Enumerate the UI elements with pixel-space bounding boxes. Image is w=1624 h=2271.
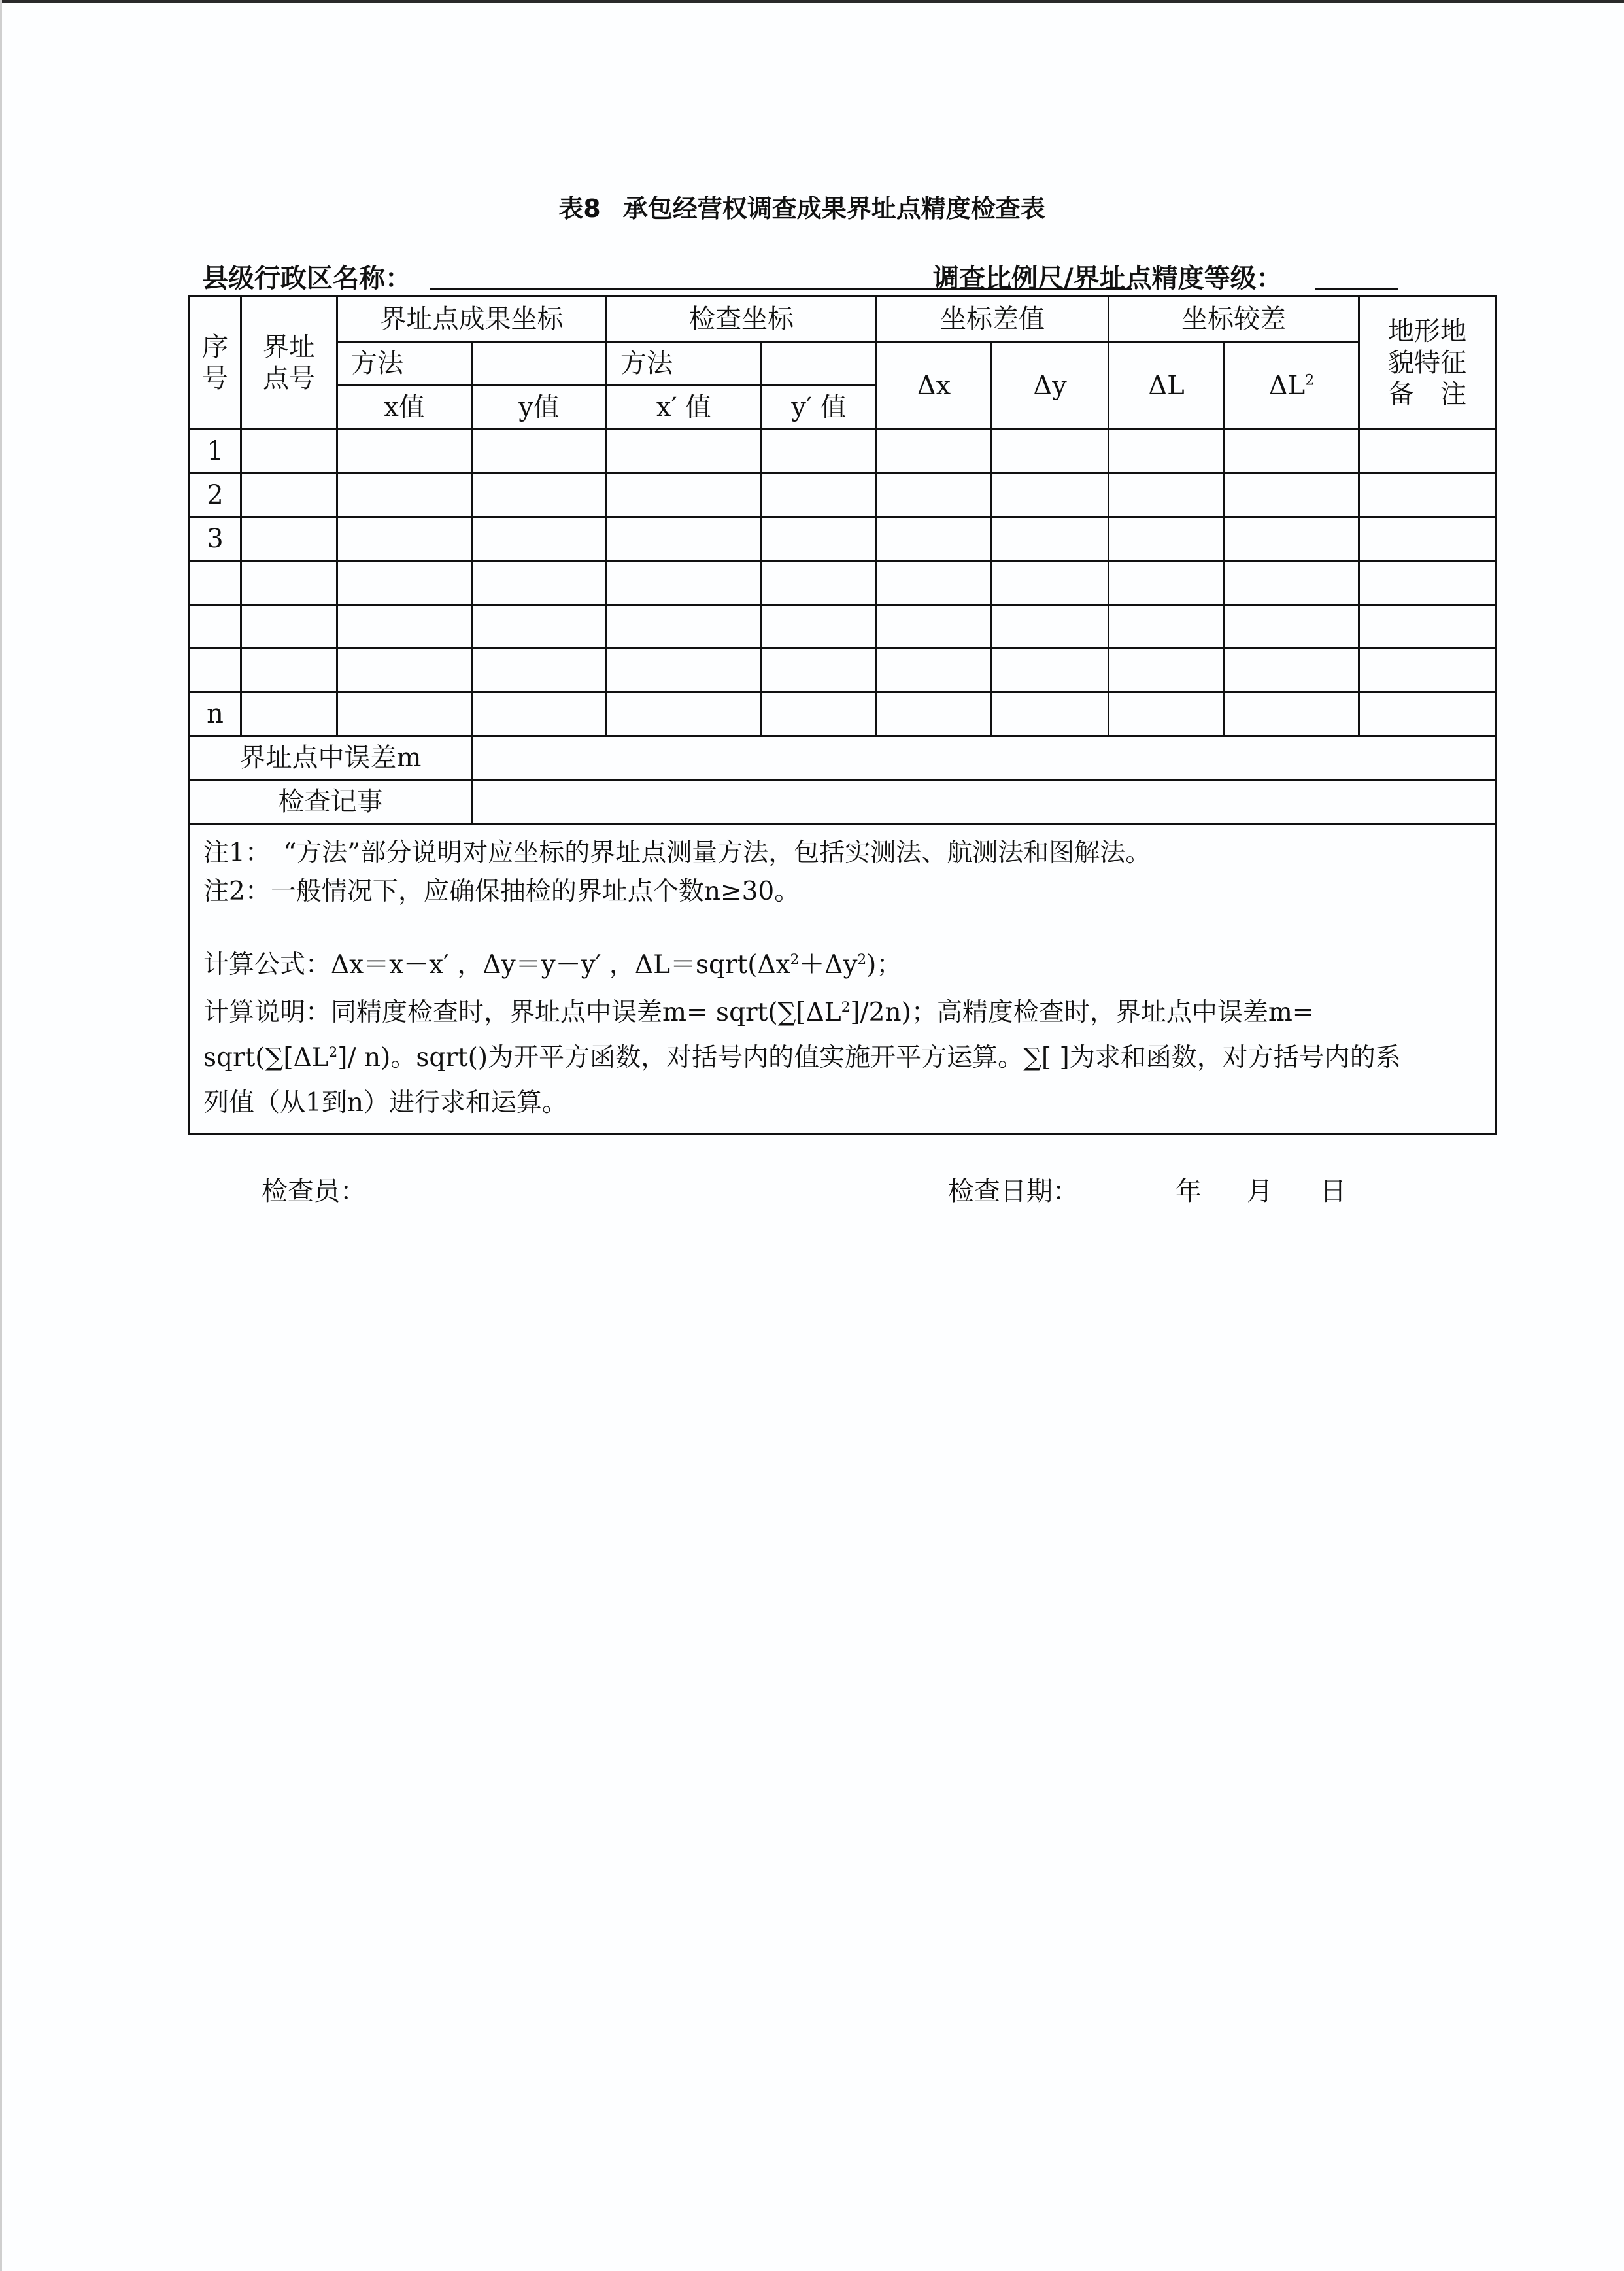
- data-cell[interactable]: [241, 430, 337, 473]
- data-cell[interactable]: [337, 605, 472, 649]
- data-cell[interactable]: [992, 473, 1109, 517]
- header-x-prime: x′ 值: [607, 385, 762, 430]
- data-cell[interactable]: [607, 649, 762, 692]
- data-cell[interactable]: [877, 561, 992, 605]
- data-cell[interactable]: [337, 692, 472, 736]
- header-coord-compare: 坐标较差: [1109, 296, 1359, 342]
- data-cell[interactable]: [1225, 605, 1359, 649]
- data-cell[interactable]: [1109, 561, 1225, 605]
- row-seq-cell: 2: [190, 473, 241, 517]
- data-cell[interactable]: [762, 517, 877, 561]
- header-dl2: $\Delta L^2$: [1225, 342, 1359, 430]
- data-cell[interactable]: [877, 473, 992, 517]
- data-cell[interactable]: [1109, 692, 1225, 736]
- row-seq-cell: 1: [190, 430, 241, 473]
- data-cell[interactable]: [992, 605, 1109, 649]
- row-record-value[interactable]: [472, 780, 1496, 824]
- table-number: 表8: [558, 194, 601, 223]
- data-cell[interactable]: [762, 605, 877, 649]
- row-seq-cell: 3: [190, 517, 241, 561]
- header-seq: 序 号: [190, 296, 241, 430]
- row-seq-cell: [190, 561, 241, 605]
- data-cell[interactable]: [1225, 561, 1359, 605]
- row-error-label: 界址点中误差m: [190, 736, 472, 780]
- method-check-input[interactable]: [762, 342, 877, 385]
- data-cell[interactable]: [607, 561, 762, 605]
- table-row: [190, 692, 1496, 736]
- scan-edge: [0, 0, 1624, 3]
- data-cell[interactable]: [241, 561, 337, 605]
- data-cell[interactable]: [1359, 649, 1496, 692]
- table-row: [190, 517, 1496, 561]
- scale-grade-field[interactable]: [1315, 288, 1398, 290]
- data-cell[interactable]: [472, 605, 607, 649]
- data-cell[interactable]: [877, 605, 992, 649]
- row-seq-cell: [190, 649, 241, 692]
- data-cell[interactable]: [1225, 430, 1359, 473]
- data-cell[interactable]: [762, 430, 877, 473]
- date-day: 日: [1320, 1176, 1346, 1206]
- data-cell[interactable]: [1225, 649, 1359, 692]
- explain-line-2: $sqrt(\sum[\Delta L^2]/$ n)。sqrt()为开平方函数，对括号内的值实施开平方运算。∑[ ]为求和函数，对方括号内的系: [203, 1043, 1401, 1073]
- scan-edge: [0, 0, 2, 2271]
- form-header: [202, 254, 1398, 293]
- notes-section: [190, 824, 1496, 1135]
- explain-line-1: 计算说明：同精度检查时，界址点中误差$m= sqrt(\sum[\Delta L^2]/2n)$；高精度检查时，界址点中误差m=: [203, 997, 1314, 1027]
- data-cell[interactable]: [241, 517, 337, 561]
- data-cell[interactable]: [1109, 649, 1225, 692]
- date-label: 检查日期：: [948, 1176, 1079, 1206]
- note-1: 注1： “方法”部分说明对应坐标的界址点测量方法，包括实测法、航测法和图解法。: [203, 838, 1151, 868]
- data-cell[interactable]: [1359, 561, 1496, 605]
- data-cell[interactable]: [1109, 473, 1225, 517]
- data-cell[interactable]: [1109, 605, 1225, 649]
- header-terrain: 地形地 貌特征 备 注: [1359, 296, 1496, 430]
- method-result-input[interactable]: [472, 342, 607, 385]
- data-cell[interactable]: [337, 649, 472, 692]
- data-cell[interactable]: [337, 517, 472, 561]
- inspector-label: 检查员：: [262, 1176, 366, 1206]
- data-cell[interactable]: [1359, 605, 1496, 649]
- method-label-check: 方法: [607, 342, 762, 385]
- header-x: x值: [337, 385, 472, 430]
- data-cell[interactable]: [1225, 473, 1359, 517]
- date-year: 年: [1176, 1176, 1202, 1206]
- table-row: [190, 649, 1496, 692]
- explain-line-3: 列值（从1到n）进行求和运算。: [203, 1088, 567, 1118]
- row-seq-cell: n: [190, 692, 241, 736]
- header-coord-diff: 坐标差值: [877, 296, 1109, 342]
- header-dl: ΔL: [1109, 342, 1225, 430]
- data-cell[interactable]: [472, 561, 607, 605]
- header-y-prime: y′ 值: [762, 385, 877, 430]
- data-cell[interactable]: [1109, 517, 1225, 561]
- date-month: 月: [1247, 1176, 1273, 1206]
- data-cell[interactable]: [877, 649, 992, 692]
- data-cell[interactable]: [992, 692, 1109, 736]
- note-2: 注2：一般情况下，应确保抽检的界址点个数n≥30。: [203, 877, 800, 907]
- data-cell[interactable]: [992, 649, 1109, 692]
- data-cell[interactable]: [472, 649, 607, 692]
- data-cell[interactable]: [337, 430, 472, 473]
- data-cell[interactable]: [1225, 692, 1359, 736]
- data-cell[interactable]: [1359, 517, 1496, 561]
- data-cell[interactable]: [992, 430, 1109, 473]
- page-title: [0, 188, 1604, 224]
- data-cell[interactable]: [1109, 430, 1225, 473]
- data-cell[interactable]: [607, 430, 762, 473]
- row-error-value[interactable]: [472, 736, 1496, 780]
- data-cell[interactable]: [241, 692, 337, 736]
- header-point-no: 界址 点号: [241, 296, 337, 430]
- data-cell[interactable]: [607, 605, 762, 649]
- row-seq-cell: [190, 605, 241, 649]
- data-cell[interactable]: [472, 430, 607, 473]
- data-cell[interactable]: [607, 692, 762, 736]
- data-cell[interactable]: [1225, 517, 1359, 561]
- table-row: [190, 430, 1496, 473]
- row-record-label: 检查记事: [190, 780, 472, 824]
- data-cell[interactable]: [1359, 430, 1496, 473]
- table-row: [190, 605, 1496, 649]
- header-check-coords: 检查坐标: [607, 296, 877, 342]
- data-cell[interactable]: [877, 517, 992, 561]
- data-cell[interactable]: [762, 649, 877, 692]
- data-cell[interactable]: [472, 517, 607, 561]
- data-cell[interactable]: [1359, 473, 1496, 517]
- data-cell[interactable]: [472, 692, 607, 736]
- table-row: [190, 473, 1496, 517]
- header-y: y值: [472, 385, 607, 430]
- data-cell[interactable]: [762, 473, 877, 517]
- data-cell[interactable]: [762, 561, 877, 605]
- table-row: [190, 561, 1496, 605]
- data-cell[interactable]: [337, 473, 472, 517]
- title-text: 承包经营权调查成果界址点精度检查表: [622, 194, 1045, 223]
- data-cell[interactable]: [992, 561, 1109, 605]
- data-cell[interactable]: [241, 605, 337, 649]
- data-cell[interactable]: [992, 517, 1109, 561]
- precision-check-table: [188, 295, 1497, 1135]
- data-cell[interactable]: [1359, 692, 1496, 736]
- data-cell[interactable]: [877, 430, 992, 473]
- data-cell[interactable]: [472, 473, 607, 517]
- method-label: 方法: [337, 342, 472, 385]
- county-label: 县级行政区名称：: [202, 264, 411, 294]
- data-cell[interactable]: [607, 517, 762, 561]
- header-result-coords: 界址点成果坐标: [337, 296, 607, 342]
- data-cell[interactable]: [337, 561, 472, 605]
- data-cell[interactable]: [241, 473, 337, 517]
- header-dx: Δx: [877, 342, 992, 430]
- data-cell[interactable]: [762, 692, 877, 736]
- data-cell[interactable]: [607, 473, 762, 517]
- data-cell[interactable]: [877, 692, 992, 736]
- data-cell[interactable]: [241, 649, 337, 692]
- formula: 计算公式：Δx＝x－x′ ，Δy＝y－y′ ，$\Delta L=sqrt(\Delta x^2+\Delta y^2)$；: [203, 949, 902, 980]
- header-dy: Δy: [992, 342, 1109, 430]
- scale-label: 调查比例尺/界址点精度等级：: [933, 264, 1283, 294]
